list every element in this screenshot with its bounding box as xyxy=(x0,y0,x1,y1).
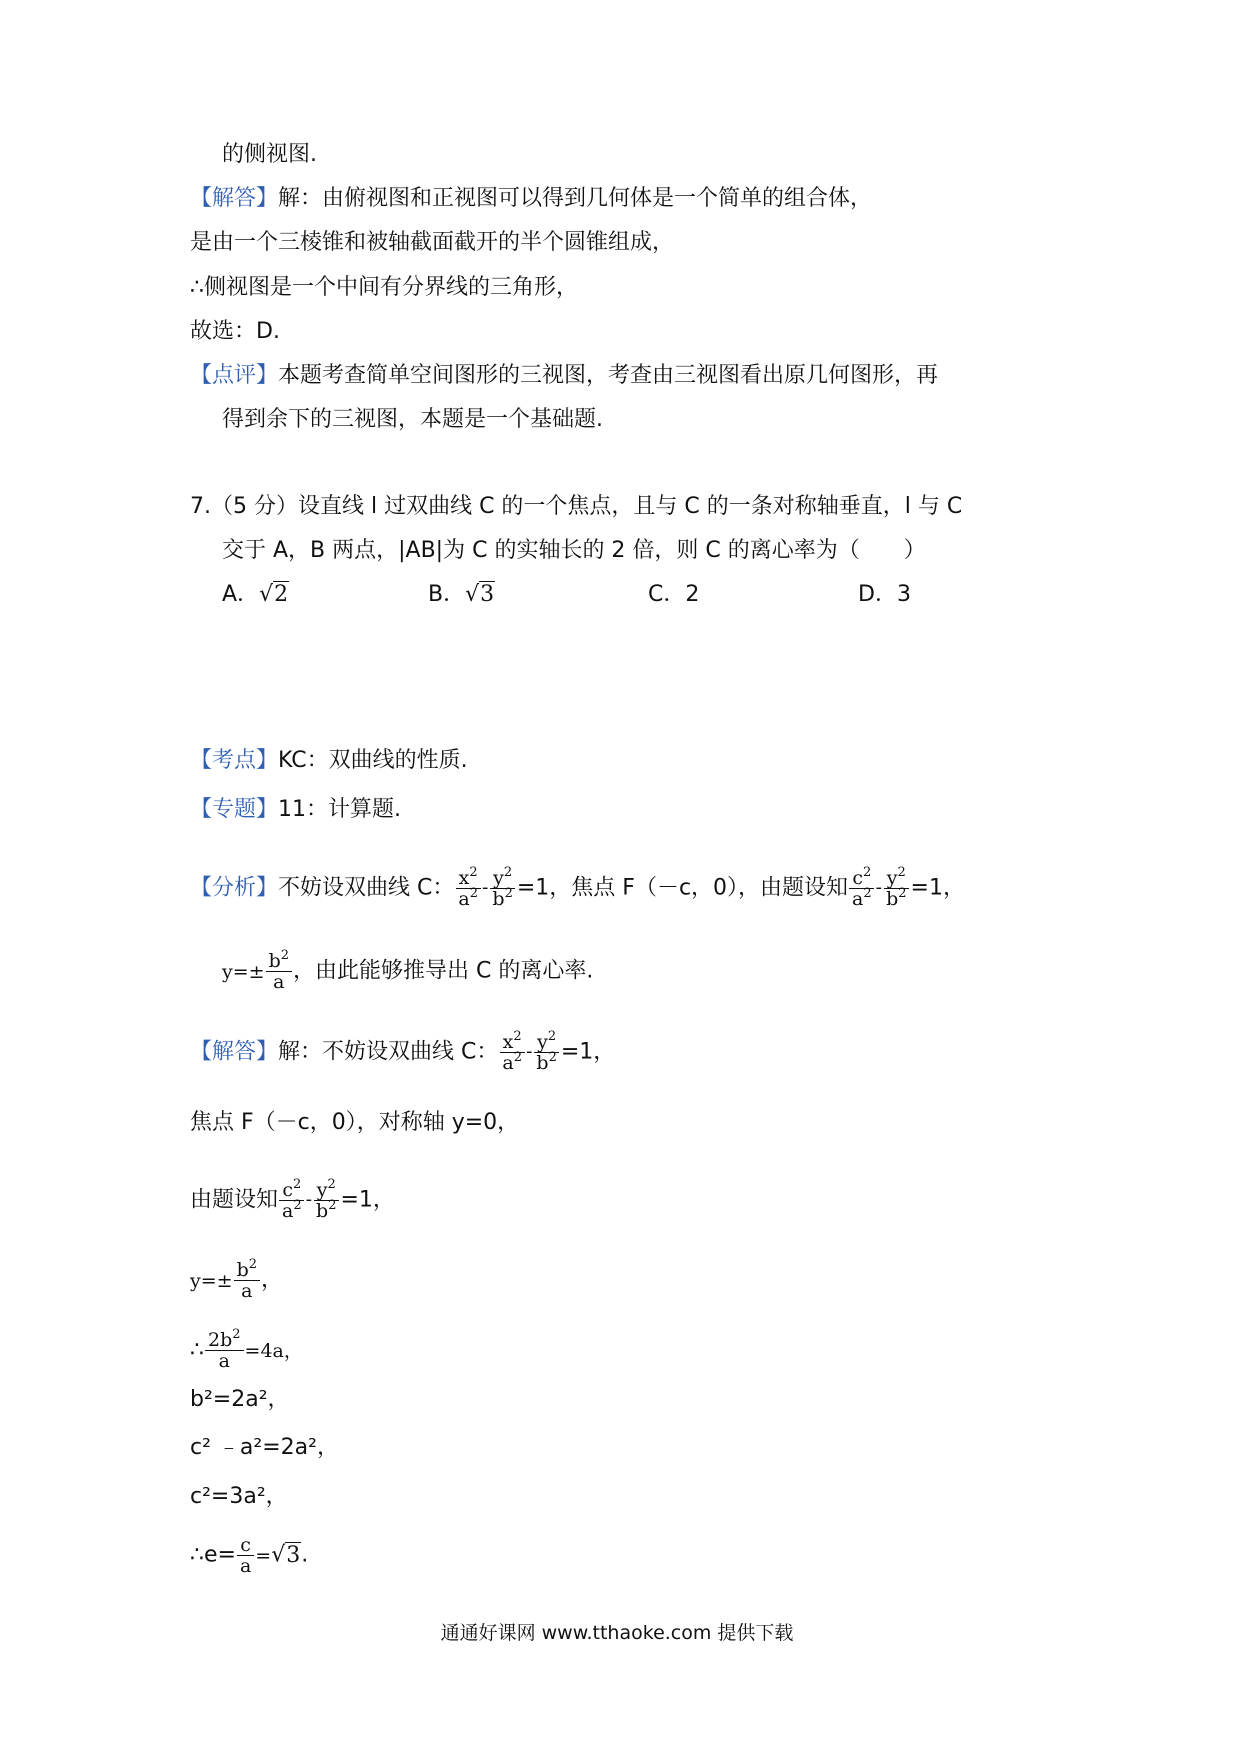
jieda-line-8: c²=3a²， xyxy=(190,1484,288,1509)
period: . xyxy=(301,1542,309,1568)
zhuanti-text: 11：计算题. xyxy=(278,797,402,822)
fenxi-line-1 xyxy=(190,865,965,910)
kaodian-tag: 【考点】 xyxy=(190,748,279,773)
question-7-line-2: 交于 A，B 两点，|AB|为 C 的实轴长的 2 倍，则 C 的离心率为（ ） xyxy=(222,538,926,563)
footer-watermark: 通通好课网 www.tthaoke.com 提供下载 xyxy=(440,1622,794,1644)
two-b2-over-a: $\frac{2b^2}{a}$ xyxy=(204,1330,245,1371)
answer-tag: 【解答】 xyxy=(190,186,279,211)
e-equals: ∴e= xyxy=(190,1542,236,1568)
comment-line-1 xyxy=(190,361,938,391)
jieda-line-5 xyxy=(190,1327,303,1372)
fenxi-text-a: 不妨设双曲线 C： xyxy=(278,875,455,901)
zhuanti-line xyxy=(190,795,401,825)
b2-over-a: $\frac{b^2}{a}$ xyxy=(265,951,293,992)
jieda-line-6: b²=2a²， xyxy=(190,1387,290,1412)
prev-answer-line-3: ∴侧视图是一个中间有分界线的三角形， xyxy=(190,275,578,300)
jieda-text-a: 解：不妨设双曲线 C： xyxy=(278,1039,499,1065)
option-d: D．3 xyxy=(858,582,911,607)
y-equals: y=± xyxy=(222,960,265,983)
jieda-text-e: ， xyxy=(261,1267,284,1293)
option-a xyxy=(222,580,289,610)
y-equals-2: y=± xyxy=(190,1269,233,1292)
focus-equation-2: $\frac{c^2}{a^2}$ - $\frac{y^2}{b^2}$ xyxy=(278,1180,340,1221)
fenxi-text-b: =1，焦点 F（－c，0），由题设知 xyxy=(516,875,849,901)
jieda-line-3 xyxy=(190,1177,395,1222)
sqrt-3: √3 xyxy=(465,582,495,607)
comment-line-2: 得到余下的三视图，本题是一个基础题. xyxy=(222,407,603,432)
sqrt-3-result: √3 xyxy=(271,1542,301,1568)
question-7-line-1: 7.（5 分）设直线 l 过双曲线 C 的一个焦点，且与 C 的一条对称轴垂直，l 与 C xyxy=(190,494,963,519)
option-b xyxy=(428,580,495,610)
hyperbola-equation: $\frac{x^2}{a^2}$ - $\frac{y^2}{b^2}$ xyxy=(454,868,516,909)
prev-answer-line-2: 是由一个三棱锥和被轴截面截开的半个圆锥组成， xyxy=(190,230,675,255)
zhuanti-tag: 【专题】 xyxy=(190,797,279,822)
option-a-label: A． xyxy=(222,582,260,607)
kaodian-text: KC：双曲线的性质. xyxy=(278,748,468,773)
fenxi-tag: 【分析】 xyxy=(190,875,279,901)
equals-sign: = xyxy=(255,1544,272,1567)
prev-answer-line-1 xyxy=(190,184,872,214)
therefore-symbol: ∴ xyxy=(190,1337,204,1363)
jieda-text-b: =1， xyxy=(560,1039,616,1065)
hyperbola-equation-2: $\frac{x^2}{a^2}$ - $\frac{y^2}{b^2}$ xyxy=(498,1032,560,1073)
sqrt-2: √2 xyxy=(259,582,289,607)
prev-answer-line-4: 故选：D. xyxy=(190,319,280,344)
jieda-line-4 xyxy=(190,1257,284,1302)
b2-over-a-2: $\frac{b^2}{a}$ xyxy=(233,1260,261,1301)
comment-tag: 【点评】 xyxy=(190,363,279,388)
jieda-line-7: c² ﹣a²=2a²， xyxy=(190,1435,339,1460)
fenxi-line-2 xyxy=(222,948,594,993)
jieda-text-c: 由题设知 xyxy=(190,1187,279,1213)
option-c: C．2 xyxy=(648,582,700,607)
jieda-line-2: 焦点 F（－c，0），对称轴 y=0， xyxy=(190,1110,520,1135)
focus-equation: $\frac{c^2}{a^2}$ - $\frac{y^2}{b^2}$ xyxy=(848,868,910,909)
jieda-line-9 xyxy=(190,1535,308,1576)
equals-4a: =4a， xyxy=(244,1339,303,1362)
fenxi-text-d: ，由此能够推导出 C 的离心率. xyxy=(293,958,594,984)
comment-text: 本题考查简单空间图形的三视图，考查由三视图看出原几何图形，再 xyxy=(278,363,939,388)
prev-answer-text: 解：由俯视图和正视图可以得到几何体是一个简单的组合体， xyxy=(278,186,873,211)
jieda-tag: 【解答】 xyxy=(190,1039,279,1065)
c-over-a: $\frac{c}{a}$ xyxy=(236,1535,255,1576)
option-b-label: B． xyxy=(428,582,466,607)
jieda-line-1 xyxy=(190,1029,616,1074)
jieda-text-d: =1， xyxy=(340,1187,395,1213)
kaodian-line xyxy=(190,746,468,776)
prev-question-tail: 的侧视图. xyxy=(222,142,317,167)
fenxi-text-c: =1， xyxy=(910,875,965,901)
